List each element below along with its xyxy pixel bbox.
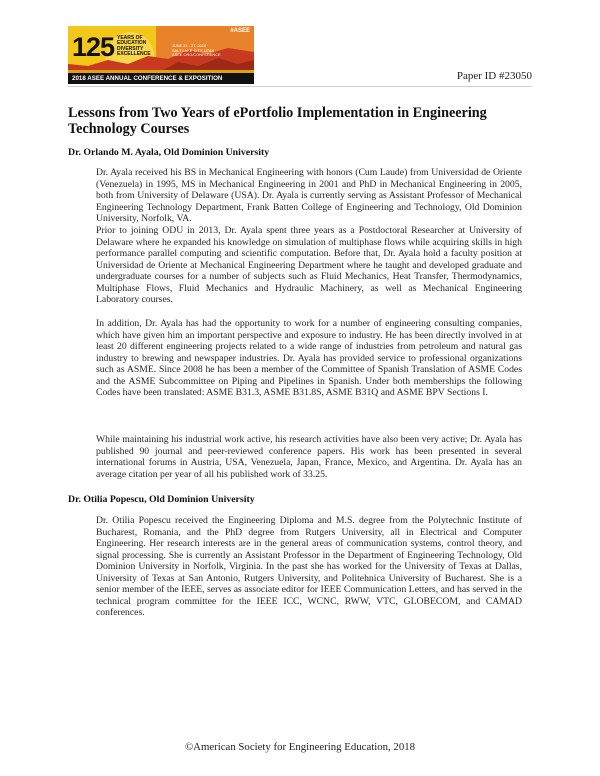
bio-paragraph: Dr. Otilia Popescu received the Engineering Diploma and M.S. degree from the Polytechnic Institute of Bucharest, Romania, and the PhD degree from Rutgers University, all in Electrical and Computer Engineering. Her research interests are in the general areas of communication systems, control theory, and signal processing. She is currently an Assistant Professor in the Department of Engineering Technology, Old Dominion University in Norfolk, Virginia. In the past she has worked for the University of Texas at Dallas, University of Texas at San Antonio, Rutgers University, and Politehnica University of Bucharest. She is a senior member of the IEEE, serves as associate editor for IEEE Communication Letters, and has served in the technical program committee for the IEEE ICC, WCNC, RWW, VTC, GLOBECOM, and CAMAD conferences.: [96, 515, 522, 619]
copyright-footer: ©American Society for Engineering Education, 2018: [184, 741, 416, 753]
logo-hashtag: #ASEE: [230, 28, 250, 34]
bio-paragraph: Prior to joining ODU in 2013, Dr. Ayala spent three years as a Postdoctoral Researcher at University of Delaware where he expanded his knowledge on simulation of multiphase flows while acquiring skills in high performance parallel computing and scientific computation. Before that, Dr. Ayala hold a faculty position at Universidad de Oriente at Mechanical Engineering Department where he taught and developed graduate and undergraduate courses for a number of subjects such as Fluid Mechanics, Heat Transfer, Thermodynamics, Multiphase Flows, Fluid Mechanics and Hydraulic Machinery, as well as Mechanical Engineering Laboratory courses.: [96, 225, 522, 306]
header-divider: [68, 86, 532, 87]
paper-title: Lessons from Two Years of ePortfolio Implementation in Engineering Technology Courses: [68, 105, 487, 137]
author-heading: Dr. Orlando M. Ayala, Old Dominion University: [68, 147, 270, 158]
paper-id: Paper ID #23050: [456, 70, 532, 82]
author-heading: Dr. Otilia Popescu, Old Dominion University: [68, 494, 255, 505]
bio-paragraph: Dr. Ayala received his BS in Mechanical Engineering with honors (Cum Laude) from Universidad de Oriente (Venezuela) in 1995, MS in Mechanical Engineering in 2001 and PhD in Mechanical Engineering in 2005, both from University of Delaware (USA). Dr. Ayala is currently serving as Assistant Professor of Mechanical Engineering Technology Department, Frank Batten College of Engineering and Technology, Old Dominion University, Norfolk, VA.: [96, 167, 522, 225]
logo-banner: 2018 ASEE ANNUAL CONFERENCE & EXPOSITION: [68, 73, 254, 84]
conference-logo: [68, 26, 254, 84]
bio-paragraph: While maintaining his industrial work active, his research activities have also been very active; Dr. Ayala has published 90 journal and peer-reviewed conference papers. His work has been presented in several international forums in Austria, USA, Venezuela, Japan, France, Mexico, and Argentina. Dr. Ayala has an average citation per year of all his published work of 33.25.: [96, 434, 522, 480]
logo-years-text: YEARS OF EDUCATION DIVERSITY EXCELLENCE: [117, 35, 151, 58]
logo-number: 125: [72, 32, 115, 62]
bio-paragraph: In addition, Dr. Ayala has had the opportunity to work for a number of engineering consulting companies, which have given him an important perspective and exposure to industry. He has been directly involved in at least 20 different engineering projects related to a wide range of industries from petroleum and natural gas industry to brewing and newspaper industries. Dr. Ayala has provided service to professional organizations such as ASME. Since 2008 he has been a member of the Committee of Spanish Translation of ASME Codes and the ASME Subcommittee on Piping and Pipelines in Spanish. Under both memberships the following Codes have been translated: ASME B31.3, ASME B31.8S, ASME B31Q and ASME BPV Sections I.: [96, 318, 522, 399]
logo-location-text: JUNE 24 - 27, 2018 SALT LAKE CITY, UTAH ASEE.ORG/CONFERENCE: [172, 43, 221, 58]
